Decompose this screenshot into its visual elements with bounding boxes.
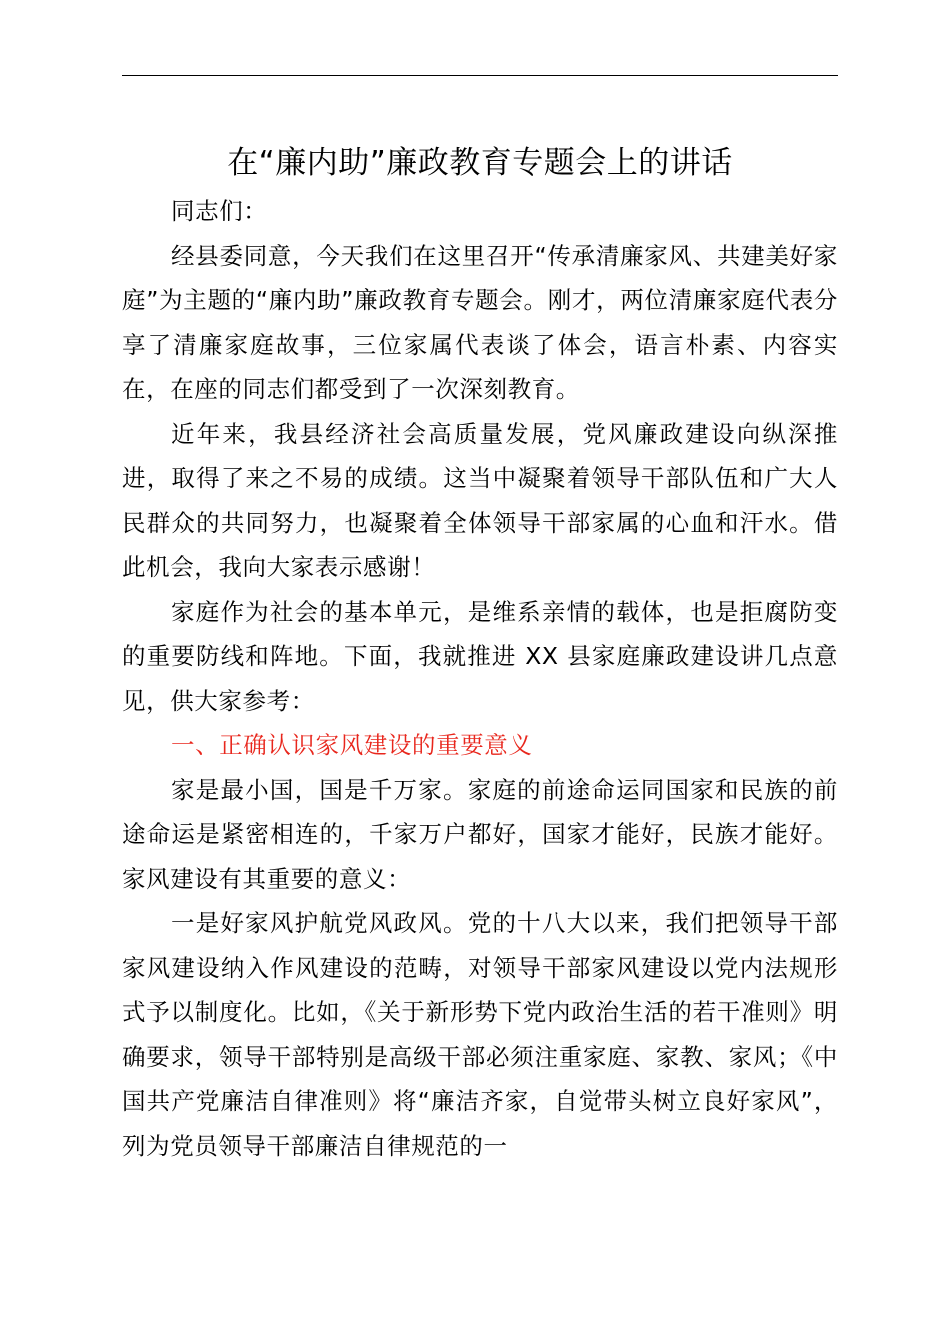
section-heading: 一、正确认识家风建设的重要意义 [171,731,533,759]
body-paragraph: 一是好家风护航党风政风。党的十八大以来，我们把领导干部家风建设纳入作风建设的范畴，对领导干部家风建设以党内法规形式予以制度化。比如，《关于新形势下党内政治生活的若干准则》明确要求，领导干部特别是高级干部必须注重家庭、家教、家风；《中国共产党廉洁自律准则》将“廉洁齐家，自觉带头树立良好家风”，列为党员领导干部廉洁自律规范的一 [122,909,838,1160]
body-paragraph: 家庭作为社会的基本单元，是维系亲情的载体，也是拒腐防变的重要防线和阵地。下面，我就推进 XX 县家庭廉政建设讲几点意见，供大家参考： [122,597,838,715]
body-paragraph: 近年来，我县经济社会高质量发展，党风廉政建设向纵深推进，取得了来之不易的成绩。这当中凝聚着领导干部队伍和广大人民群众的共同努力，也凝聚着全体领导干部家属的心血和汗水。借此机会，我向大家表示感谢！ [122,419,838,581]
document-body [122,189,838,1168]
body-paragraph: 家是最小国，国是千万家。家庭的前途命运同国家和民族的前途命运是紧密相连的，千家万户都好，国家才能好，民族才能好。家风建设有其重要的意义： [122,775,838,893]
body-paragraph: 经县委同意，今天我们在这里召开“传承清廉家风、共建美好家庭”为主题的“廉内助”廉政教育专题会。刚才，两位清廉家庭代表分享了清廉家庭故事，三位家属代表谈了体会，语言朴素、内容实在，在座的同志们都受到了一次深刻教育。 [122,241,838,403]
salutation-paragraph: 同志们： [171,197,268,225]
header-rule [122,75,838,76]
document-title: 在“廉内助”廉政教育专题会上的讲话 [227,145,733,181]
